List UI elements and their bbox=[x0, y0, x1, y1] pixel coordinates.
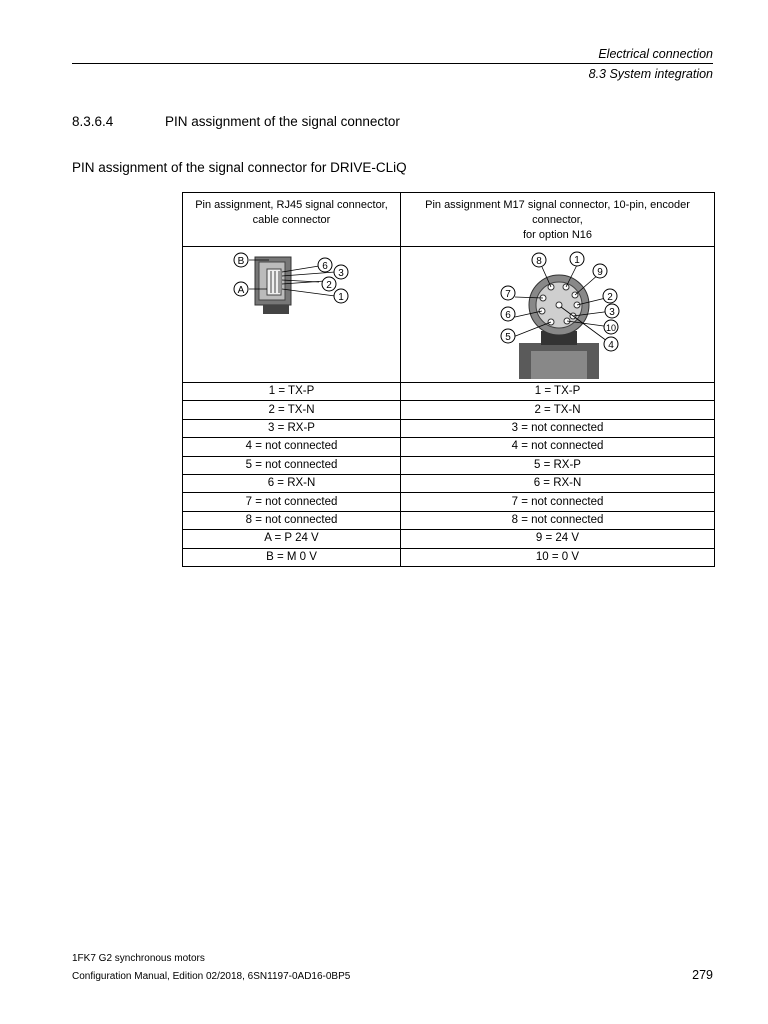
section-title: PIN assignment of the signal connector bbox=[165, 114, 400, 129]
header-chapter: Electrical connection bbox=[598, 47, 713, 61]
table-row bbox=[183, 511, 715, 529]
footer-product: 1FK7 G2 synchronous motors bbox=[72, 953, 205, 964]
m17-pin-cell: 3 = not connected bbox=[401, 419, 715, 437]
m17-callout-label: 7 bbox=[505, 289, 511, 300]
m17-callout-label: 4 bbox=[608, 340, 614, 351]
rj45-pin-cell: 3 = RX-P bbox=[183, 419, 401, 437]
rj45-callout bbox=[234, 253, 248, 267]
rj45-pin-cell: 7 = not connected bbox=[183, 493, 401, 511]
m17-callout-label: 2 bbox=[607, 292, 613, 303]
m17-callout-label: 10 bbox=[605, 323, 617, 333]
m17-image-cell bbox=[401, 247, 715, 383]
table-row bbox=[183, 548, 715, 566]
rj45-callout bbox=[234, 282, 248, 296]
footer-manual: Configuration Manual, Edition 02/2018, 6SN1197-0AD16-0BP5 bbox=[72, 971, 351, 982]
m17-callout bbox=[501, 307, 515, 321]
col-header-rj45 bbox=[183, 193, 401, 247]
m17-connector-diagram bbox=[401, 247, 714, 379]
m17-callout bbox=[604, 337, 618, 351]
table-row bbox=[183, 456, 715, 474]
m17-pin-cell: 2 = TX-N bbox=[401, 401, 715, 419]
m17-callout-label: 3 bbox=[609, 307, 615, 318]
table-row bbox=[183, 530, 715, 548]
rj45-pin-cell: A = P 24 V bbox=[183, 530, 401, 548]
col-header-rj45-text: Pin assignment, RJ45 signal connector, cable connector bbox=[195, 199, 388, 226]
col-header-m17-line1: Pin assignment M17 signal connector, 10-pin, encoder connector, bbox=[425, 199, 690, 226]
m17-callout-label: 8 bbox=[536, 256, 542, 267]
m17-callout-label: 1 bbox=[574, 255, 580, 266]
m17-pin-cell: 7 = not connected bbox=[401, 493, 715, 511]
rj45-pin-cell: 2 = TX-N bbox=[183, 401, 401, 419]
rj45-callout-label: 2 bbox=[326, 280, 332, 291]
m17-pin-cell: 6 = RX-N bbox=[401, 474, 715, 492]
table-row bbox=[183, 383, 715, 401]
m17-callout bbox=[603, 289, 617, 303]
rj45-callout-label: 6 bbox=[322, 261, 328, 272]
rj45-image-cell bbox=[183, 247, 401, 383]
table-row bbox=[183, 493, 715, 511]
rj45-pin-cell: 5 = not connected bbox=[183, 456, 401, 474]
m17-callout bbox=[501, 286, 515, 300]
rj45-callout-label: B bbox=[237, 256, 245, 267]
rj45-callout-label: 3 bbox=[338, 268, 344, 279]
rj45-callout bbox=[318, 258, 332, 272]
table-row bbox=[183, 401, 715, 419]
m17-callout bbox=[605, 304, 619, 318]
rj45-pin-cell: 4 = not connected bbox=[183, 438, 401, 456]
col-header-m17-line2: for option N16 bbox=[522, 229, 593, 241]
m17-callout bbox=[501, 329, 515, 343]
m17-callout bbox=[532, 253, 546, 267]
header-rule bbox=[72, 63, 713, 64]
col-header-m17 bbox=[401, 193, 715, 247]
rj45-connector-diagram bbox=[183, 247, 400, 379]
rj45-pin-cell: 8 = not connected bbox=[183, 511, 401, 529]
m17-pin-cell: 9 = 24 V bbox=[401, 530, 715, 548]
m17-pin-cell: 10 = 0 V bbox=[401, 548, 715, 566]
m17-pin-cell: 5 = RX-P bbox=[401, 456, 715, 474]
table-row bbox=[183, 474, 715, 492]
rj45-pin-cell: 1 = TX-P bbox=[183, 383, 401, 401]
m17-pin-cell: 8 = not connected bbox=[401, 511, 715, 529]
rj45-callout bbox=[334, 265, 348, 279]
header-section: 8.3 System integration bbox=[588, 67, 713, 81]
rj45-callout bbox=[334, 289, 348, 303]
m17-callout-label: 9 bbox=[597, 267, 603, 278]
rj45-callout-label: A bbox=[237, 285, 245, 296]
subheading: PIN assignment of the signal connector for DRIVE-CLiQ bbox=[72, 160, 407, 175]
rj45-callout-label: 1 bbox=[338, 292, 344, 303]
pin-assignment-table bbox=[182, 192, 715, 567]
rj45-pin-cell: 6 = RX-N bbox=[183, 474, 401, 492]
page-number: 279 bbox=[692, 968, 713, 982]
m17-callout bbox=[570, 252, 584, 266]
m17-callout bbox=[593, 264, 607, 278]
m17-callout-label: 5 bbox=[505, 332, 511, 343]
table-row bbox=[183, 419, 715, 437]
m17-callout-label: 6 bbox=[505, 310, 511, 321]
m17-pin-cell: 1 = TX-P bbox=[401, 383, 715, 401]
table-row bbox=[183, 438, 715, 456]
rj45-pin-cell: B = M 0 V bbox=[183, 548, 401, 566]
rj45-callout bbox=[322, 277, 336, 291]
section-number: 8.3.6.4 bbox=[72, 114, 114, 129]
m17-callout bbox=[604, 320, 618, 334]
pin-rows bbox=[183, 383, 715, 567]
m17-pin-cell: 4 = not connected bbox=[401, 438, 715, 456]
